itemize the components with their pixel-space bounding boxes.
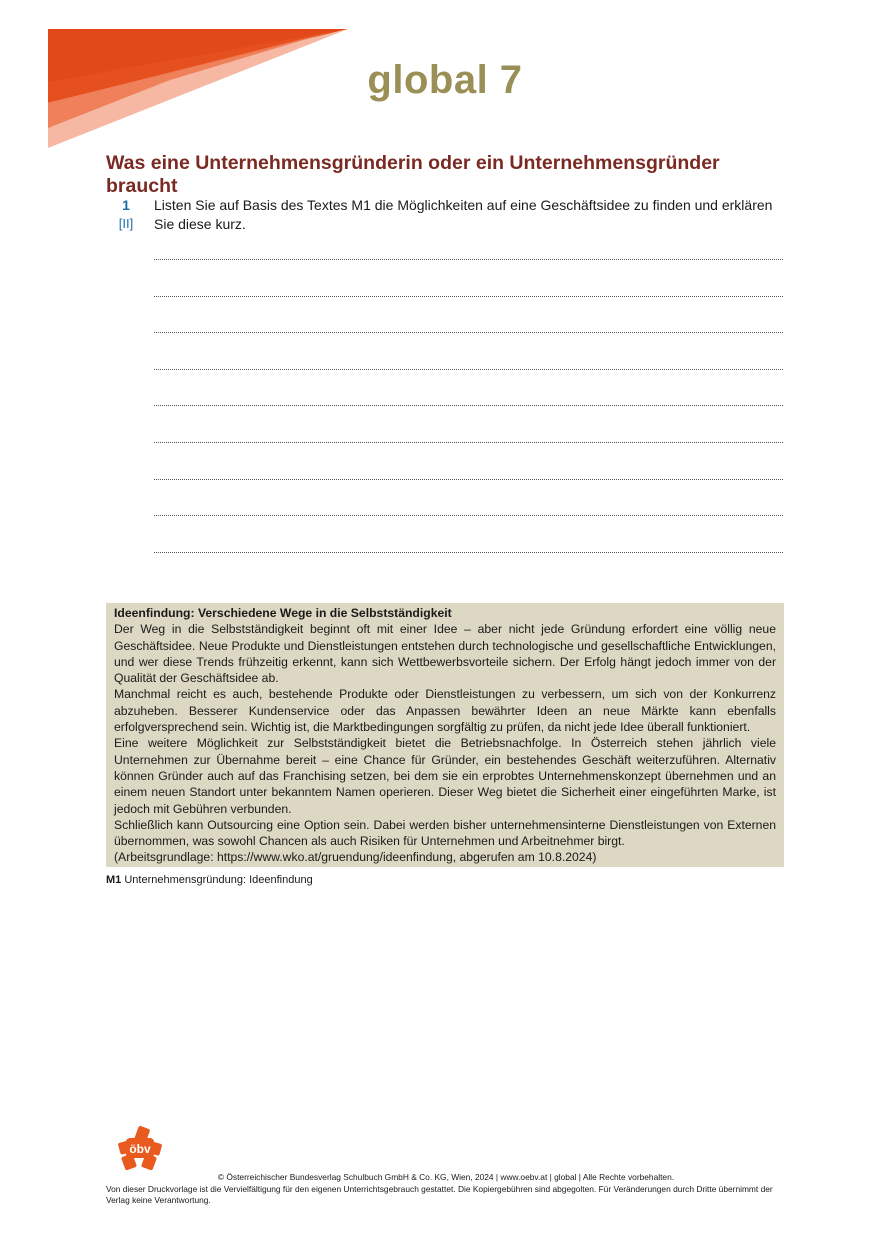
answer-line[interactable] [154, 332, 783, 369]
material-paragraph: Manchmal reicht es auch, bestehende Produkte oder Dienstleistungen zu verbessern, um sich von der Konkurrenz abzuheben. Besserer Kundenservice oder das Anpassen bewährter Ideen an neue Märkte kann ebenfalls erfolgversprechend sein. Wichtig ist, die Marktbedingungen sorgfältig zu prüfen, da nicht jede Idee überall funktioniert. [114, 687, 776, 735]
answer-line[interactable] [154, 369, 783, 406]
material-paragraph: Schließlich kann Outsourcing eine Option sein. Dabei werden bisher unternehmensinterne Dienstleistungen von Externen übernommen, was sowohl Chancen als auch Risiken für Unternehmen und Arbeitnehmer birgt. [114, 817, 776, 849]
answer-line[interactable] [154, 296, 783, 333]
material-caption [106, 874, 313, 886]
oebv-logo-icon [118, 1126, 162, 1170]
task-instruction: Listen Sie auf Basis des Textes M1 die Möglichkeiten auf eine Geschäftsidee zu finden und erklären Sie diese kurz. [154, 197, 773, 232]
footer-notice: Von dieser Druckvorlage ist die Vervielfältigung für den eigenen Unterrichtsgebrauch gestattet. Die Kopiergebühren sind abgegolten. Für Veränderungen durch Dritte übernimmt der Verlag keine Verantwortung. [106, 1183, 773, 1205]
answer-line[interactable] [154, 442, 783, 479]
footer-copyright: © Österreichischer Bundesverlag Schulbuch GmbH & Co. KG, Wien, 2024 | www.oebv.at | global | Alle Rechte vorbehalten. [217, 1172, 675, 1182]
material-paragraph: Eine weitere Möglichkeit zur Selbstständigkeit bietet die Betriebsnachfolge. In Österreich stehen jährlich viele Unternehmen zur Übernahme bereit – eine Chance für Gründer, ein bestehendes Geschäft weiterzuführen. Alternativ können Gründer auch auf das Franchising setzen, bei dem sie ein erprobtes Unternehmenskonzept übernehmen und an einem neuen Standort unter bekanntem Namen operieren. Dieser Weg bietet die Sicherheit einer eingeführten Marke, ist jedoch mit Gebühren verbunden. [114, 736, 776, 816]
logo-text: öbv [129, 1142, 151, 1156]
answer-line[interactable] [154, 515, 783, 552]
material-m1-box [106, 603, 784, 867]
answer-line[interactable] [154, 405, 783, 442]
material-source: (Arbeitsgrundlage: https://www.wko.at/gruendung/ideenfindung, abgerufen am 10.8.2024) [114, 850, 597, 865]
page-heading: Was eine Unternehmensgründerin oder ein Unternehmensgründer braucht [106, 152, 720, 197]
answer-line[interactable] [154, 479, 783, 516]
answer-lines [154, 259, 783, 588]
task-number: 1 [122, 197, 130, 213]
material-title: Ideenfindung: Verschiedene Wege in die Selbstständigkeit [114, 606, 452, 620]
footer [106, 1172, 786, 1207]
series-title: global 7 [367, 58, 523, 102]
caption-text: Unternehmensgründung: Ideenfindung [124, 874, 313, 886]
material-paragraph: Der Weg in die Selbstständigkeit beginnt oft mit einer Idee – aber nicht jede Gründung erfordert eine völlig neue Geschäftsidee. Neue Produkte und Dienstleistungen entstehen durch technologische und gesellschaftliche Entwicklungen, und wer diese Trends frühzeitig erkennt, kann sich Wettbewerbsvorteile sichern. Der Erfolg hängt jedoch immer von der Qualität der Geschäftsidee ab. [114, 622, 776, 686]
answer-line[interactable] [154, 259, 783, 296]
caption-label: M1 [106, 874, 122, 886]
task-level: [II] [118, 216, 134, 231]
answer-line[interactable] [154, 552, 783, 589]
